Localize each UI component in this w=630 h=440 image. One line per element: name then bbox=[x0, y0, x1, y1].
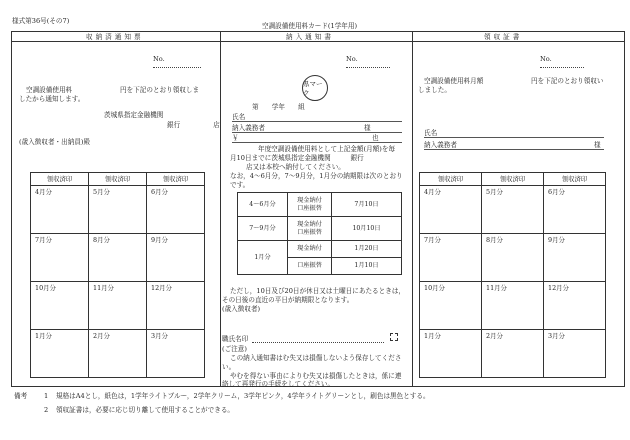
month-cell: 5月分 bbox=[89, 186, 147, 234]
right-title: 領収証書 bbox=[484, 33, 523, 41]
month-cell: 11月分 bbox=[89, 282, 147, 330]
footer-note1-num: 1 bbox=[44, 392, 49, 400]
staff-label: 職氏名印 bbox=[222, 335, 249, 343]
left-usage-label: 空調設備使用料 bbox=[26, 86, 73, 94]
month-cell: 7月分 bbox=[31, 234, 89, 282]
right-name-line bbox=[424, 137, 604, 138]
month-cell: 9月分 bbox=[147, 234, 205, 282]
yen-mark: ￥ bbox=[232, 134, 239, 142]
right-receipt-table bbox=[419, 172, 606, 378]
left-no-label: No. bbox=[153, 55, 165, 63]
right-name-label: 氏名 bbox=[424, 129, 438, 137]
footer-label: 備考 bbox=[14, 392, 28, 400]
middle-no-line bbox=[346, 67, 390, 68]
payment-schedule-table bbox=[237, 192, 402, 275]
left-no-line bbox=[153, 67, 201, 68]
month-cell: 3月分 bbox=[544, 330, 606, 378]
schedule-method: 口座振替 bbox=[288, 258, 332, 275]
middle-title: 納入通知書 bbox=[286, 33, 334, 41]
schedule-method: 現金納付 口座振替 bbox=[288, 217, 332, 241]
footer-note1: 規格はA4とし，紙色は，1学年ライトブルー，2学年クリーム，3学年ピンク，4学年ライトグリーンとし，刷色は黒色とする。 bbox=[56, 392, 430, 400]
receipt-header-cell: 領収済印 bbox=[420, 173, 482, 186]
schedule-period: 1月分 bbox=[238, 241, 288, 275]
schedule-period: 4～6月分 bbox=[238, 193, 288, 217]
form-number: 様式第36号(その7) bbox=[12, 17, 70, 25]
left-bank-line: 銀行 店 bbox=[167, 121, 220, 129]
section-divider-right bbox=[412, 31, 413, 387]
caution-title: (ご注意) bbox=[222, 345, 247, 353]
month-cell: 5月分 bbox=[482, 186, 544, 234]
left-recipient: (歳入徴収者・出納員)殿 bbox=[19, 138, 91, 146]
right-payer-label: 納入義務者 bbox=[424, 141, 457, 149]
middle-name-line bbox=[232, 121, 402, 122]
footer-note2-num: 2 bbox=[44, 406, 49, 414]
month-cell: 8月分 bbox=[89, 234, 147, 282]
month-cell: 3月分 bbox=[147, 330, 205, 378]
left-receipt-table bbox=[30, 172, 205, 378]
month-cell: 7月分 bbox=[420, 234, 482, 282]
footer-note2: 領収証書は，必要に応じ切り離して使用することができる。 bbox=[56, 406, 235, 414]
middle-name-label: 氏名 bbox=[232, 113, 246, 121]
body-line1: 年度空調設備使用料として上記金額(月額)を毎 bbox=[258, 145, 396, 153]
month-cell: 2月分 bbox=[482, 330, 544, 378]
staff-line bbox=[252, 342, 384, 343]
schedule-method: 現金納付 口座振替 bbox=[288, 193, 332, 217]
receipt-header-cell: 領収済印 bbox=[544, 173, 606, 186]
right-payer-line bbox=[424, 149, 604, 150]
right-received-line2: しました。 bbox=[418, 86, 451, 94]
prefecture-mark-seal: 県マーク bbox=[302, 75, 328, 101]
schedule-date: 1月20日 bbox=[332, 241, 402, 258]
schedule-date: 10月10日 bbox=[332, 217, 402, 241]
month-cell: 10月分 bbox=[31, 282, 89, 330]
month-cell: 10月分 bbox=[420, 282, 482, 330]
note-line2: その日後の直近の平日が納期限となります。 bbox=[222, 296, 354, 304]
month-cell: 11月分 bbox=[482, 282, 544, 330]
receipt-header-cell: 領収済印 bbox=[147, 173, 205, 186]
right-usage-label: 空調設備使用料月額 bbox=[424, 77, 484, 85]
middle-payer-line bbox=[232, 132, 402, 133]
month-cell: 4月分 bbox=[31, 186, 89, 234]
header-row-line bbox=[11, 41, 625, 42]
note-line1: ただし，10日及び20日が休日又は土曜日にあたるときは， bbox=[230, 287, 406, 295]
form-title: 空調設備使用料カード(1学年用) bbox=[262, 22, 358, 30]
right-payer-suffix: 様 bbox=[594, 141, 601, 149]
middle-payer-label: 納入義務者 bbox=[232, 124, 265, 132]
note-line3: (歳入徴収者) bbox=[222, 305, 261, 313]
schedule-date: 7月10日 bbox=[332, 193, 402, 217]
month-cell: 12月分 bbox=[147, 282, 205, 330]
body-line3: 店又は本校へ納付してください。 bbox=[246, 163, 345, 171]
body-line4: なお，4～6月分，7～9月分，1月分の納期限は次のとおり bbox=[230, 172, 403, 180]
caution-line2: い。 bbox=[222, 363, 236, 371]
left-bank-label: 茨城県指定金融機関 bbox=[104, 111, 164, 119]
right-received-line1: 円を下記のとおり領収い bbox=[531, 77, 604, 85]
seal-box bbox=[390, 333, 398, 341]
grade-line: 第 学年 組 bbox=[252, 103, 305, 111]
caution-line4: 絡して再発行の手続をしてください。 bbox=[222, 380, 335, 388]
amount-line bbox=[232, 142, 402, 143]
middle-payer-suffix: 様 bbox=[364, 124, 371, 132]
left-received-line2: したから通知します。 bbox=[19, 95, 85, 103]
receipt-header-cell: 領収済印 bbox=[482, 173, 544, 186]
left-title: 収納済通知票 bbox=[86, 33, 144, 41]
month-cell: 4月分 bbox=[420, 186, 482, 234]
month-cell: 2月分 bbox=[89, 330, 147, 378]
left-received-line1: 円を下記のとおり領収しま bbox=[120, 86, 200, 94]
right-no-label: No. bbox=[540, 55, 552, 63]
caution-line3: やむを得ない事由によりむ失又は損傷したときは，係に連 bbox=[230, 372, 402, 380]
body-line2: 月10日までに茨城県指定金融機関 銀行 bbox=[230, 154, 364, 162]
month-cell: 1月分 bbox=[31, 330, 89, 378]
month-cell: 6月分 bbox=[544, 186, 606, 234]
schedule-period: 7～9月分 bbox=[238, 217, 288, 241]
body-line5: です。 bbox=[230, 181, 250, 189]
schedule-date: 1月10日 bbox=[332, 258, 402, 275]
right-no-line bbox=[540, 67, 584, 68]
month-cell: 1月分 bbox=[420, 330, 482, 378]
yen-suffix: 也 bbox=[372, 134, 379, 142]
section-divider-left bbox=[220, 31, 221, 387]
month-cell: 9月分 bbox=[544, 234, 606, 282]
receipt-header-cell: 領収済印 bbox=[89, 173, 147, 186]
receipt-header-cell: 領収済印 bbox=[31, 173, 89, 186]
month-cell: 6月分 bbox=[147, 186, 205, 234]
schedule-method: 現金納付 bbox=[288, 241, 332, 258]
month-cell: 8月分 bbox=[482, 234, 544, 282]
month-cell: 12月分 bbox=[544, 282, 606, 330]
caution-line1: この納入通知書はむ失又は損傷しないよう保存してくださ bbox=[230, 354, 402, 362]
middle-no-label: No. bbox=[346, 55, 358, 63]
